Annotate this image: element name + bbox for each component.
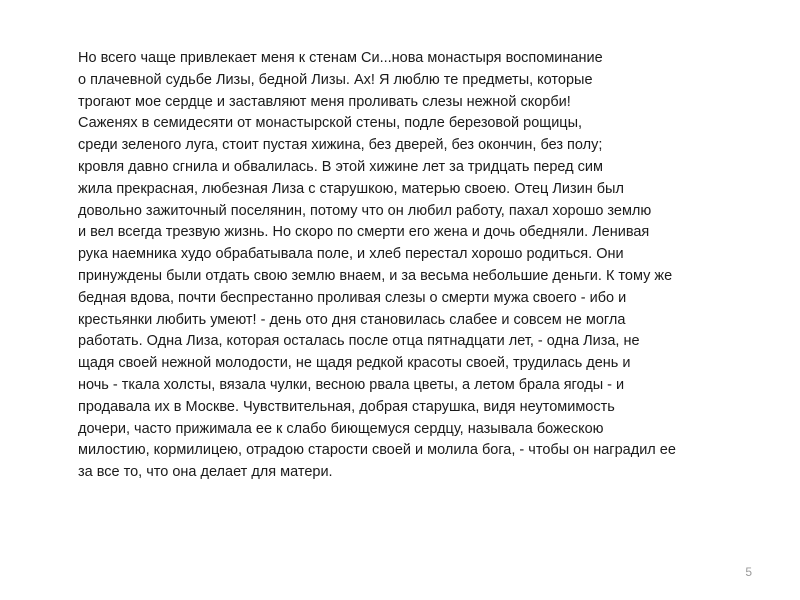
text-line: кровля давно сгнила и обвалилась. В этой хижине лет за тридцать перед сим bbox=[78, 158, 603, 175]
text-line: и вел всегда трезвую жизнь. Но скоро по смерти его жена и дочь обедняли. Ленивая bbox=[78, 224, 650, 241]
page-number: 5 bbox=[745, 565, 752, 579]
main-text-block bbox=[78, 48, 768, 484]
text-line: жила прекрасная, любезная Лиза с старушкою, матерью своею. Отец Лизин был bbox=[78, 180, 624, 197]
text-line: милостию, кормилицею, отрадою старости своей и молила бога, - чтобы он наградил ее bbox=[78, 442, 676, 459]
text-line: Саженях в семидесяти от монастырской стены, подле березовой рощицы, bbox=[78, 115, 583, 132]
text-line: о плачевной судьбе Лизы, бедной Лизы. Ах! Я люблю те предметы, которые bbox=[78, 71, 593, 88]
text-line: за все то, что она делает для матери. bbox=[78, 464, 333, 481]
text-line: довольно зажиточный поселянин, потому что он любил работу, пахал хорошо землю bbox=[78, 202, 652, 219]
text-line: рука наемника худо обрабатывала поле, и хлеб перестал хорошо родиться. Они bbox=[78, 246, 624, 263]
text-line: ночь - ткала холсты, вязала чулки, весною рвала цветы, а летом брала ягоды - и bbox=[78, 376, 625, 393]
text-line: бедная вдова, почти беспрестанно проливая слезы о смерти мужа своего - ибо и bbox=[78, 289, 627, 306]
text-line: среди зеленого луга, стоит пустая хижина, без дверей, без окончин, без полу; bbox=[78, 137, 603, 154]
text-line: крестьянки любить умеют! - день ото дня становилась слабее и совсем не могла bbox=[78, 311, 626, 328]
text-line: работать. Одна Лиза, которая осталась после отца пятнадцати лет, - одна Лиза, не bbox=[78, 333, 640, 350]
text-line: продавала их в Москве. Чувствительная, добрая старушка, видя неутомимость bbox=[78, 398, 615, 415]
text-line: трогают мое сердце и заставляют меня проливать слезы нежной скорби! bbox=[78, 93, 571, 110]
text-line: дочери, часто прижимала ее к слабо биющемуся сердцу, называла божескою bbox=[78, 420, 604, 437]
text-line: принуждены были отдать свою землю внаем, и за весьма небольшие деньги. К тому же bbox=[78, 267, 673, 284]
text-line: Но всего чаще привлекает меня к стенам Си...нова монастыря воспоминание bbox=[78, 50, 603, 66]
text-line: щадя своей нежной молодости, не щадя редкой красоты своей, трудилась день и bbox=[78, 355, 631, 372]
